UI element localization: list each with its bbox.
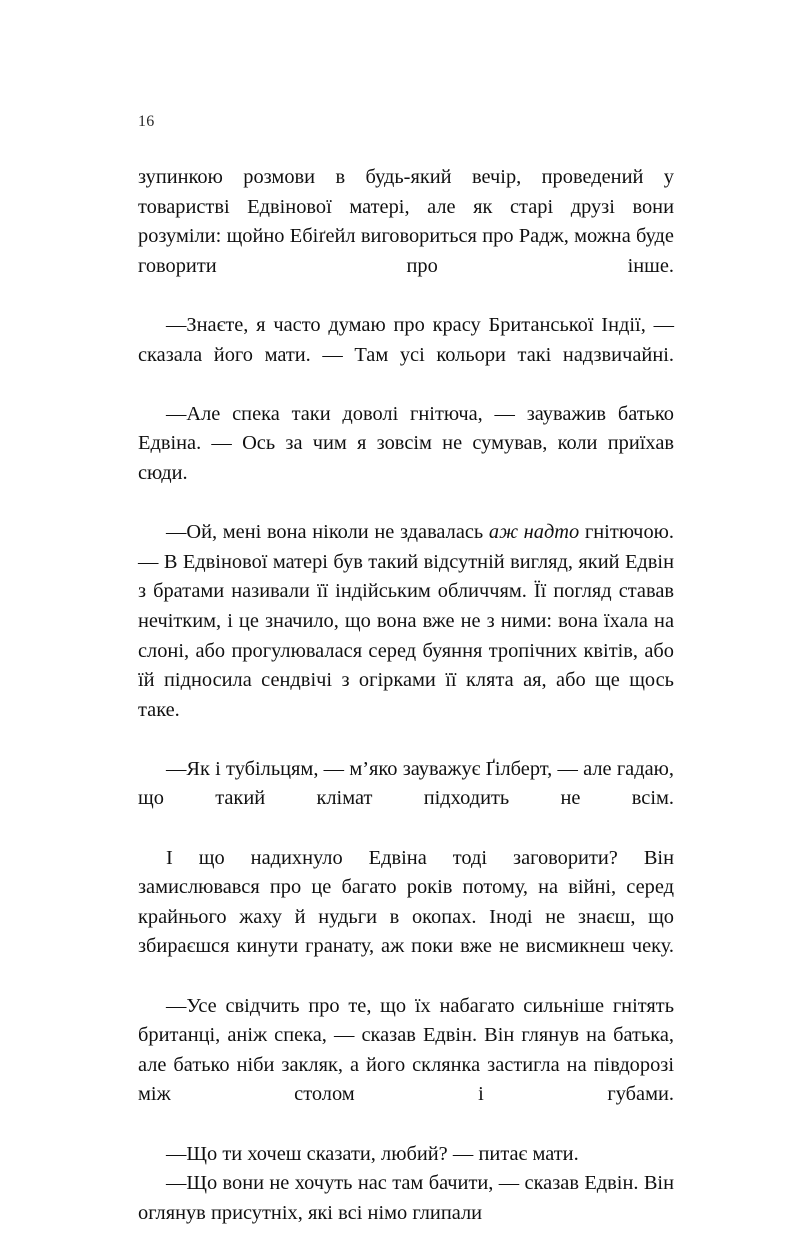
paragraph-4-rest: гнітючою. — В Едвінової матері був такий відсутній вигляд, який Едвін з братами називали її індійським обличчям. Її погляд ставав нечітким, і це значило, що вона вже не з ними: вона їхала на слоні, або прогулювалася серед буяння тропічних квітів, або їй підносила сендвічі з огірками її клята ая, або ще щось таке.	[138, 521, 674, 721]
body-text-block	[138, 163, 674, 1228]
paragraph-3: —Але спека таки доволі гнітюча, — зауважив батько Едвіна. — Ось за чим я зовсім не сумував, коли приїхав сюди.	[138, 402, 674, 484]
paragraph-5: —Як і тубільцям, — м’яко зауважує Ґілберт, — але гадаю, що такий клімат підходить не всім.	[138, 757, 674, 810]
paragraph-4-lead: —Ой, мені вона ніколи не здавалась	[166, 521, 489, 544]
paragraph-9: —Що вони не хочуть нас там бачити, — сказав Едвін. Він оглянув присутніх, які всі німо глипали	[138, 1172, 674, 1224]
paragraph-1: зупинкою розмови в будь-який вечір, проведений у товаристві Едвінової матері, але як старі друзі вони розуміли: щойно Ебіґейл виговориться про Радж, можна буде говорити про інше.	[138, 166, 674, 277]
paragraph-4-emphasis: аж надто	[488, 521, 580, 544]
page-number: 16	[138, 113, 155, 130]
paragraph-2: —Знаєте, я часто думаю про красу Британської Індії, — сказала його мати. — Там усі кольори такі надзвичайні.	[138, 313, 674, 366]
paragraph-8: —Що ти хочеш сказати, любий? — питає мати.	[166, 1142, 579, 1165]
paragraph-4	[138, 518, 674, 755]
paragraph-7: —Усе свідчить про те, що їх набагато сильніше гнітять британці, аніж спека, — сказав Едвін. Він глянув на батька, але батько ніби закляк, а його склянка застигла на півдорозі між столом і губами.	[138, 994, 674, 1106]
paragraph-6: І що надихнуло Едвіна тоді заговорити? Він замислювався про це багато років потому, на війні, серед крайнього жаху й нудьги в окопах. Іноді не знаєш, що збираєшся кинути гранату, аж поки вже не висмикнеш чеку.	[138, 846, 674, 958]
